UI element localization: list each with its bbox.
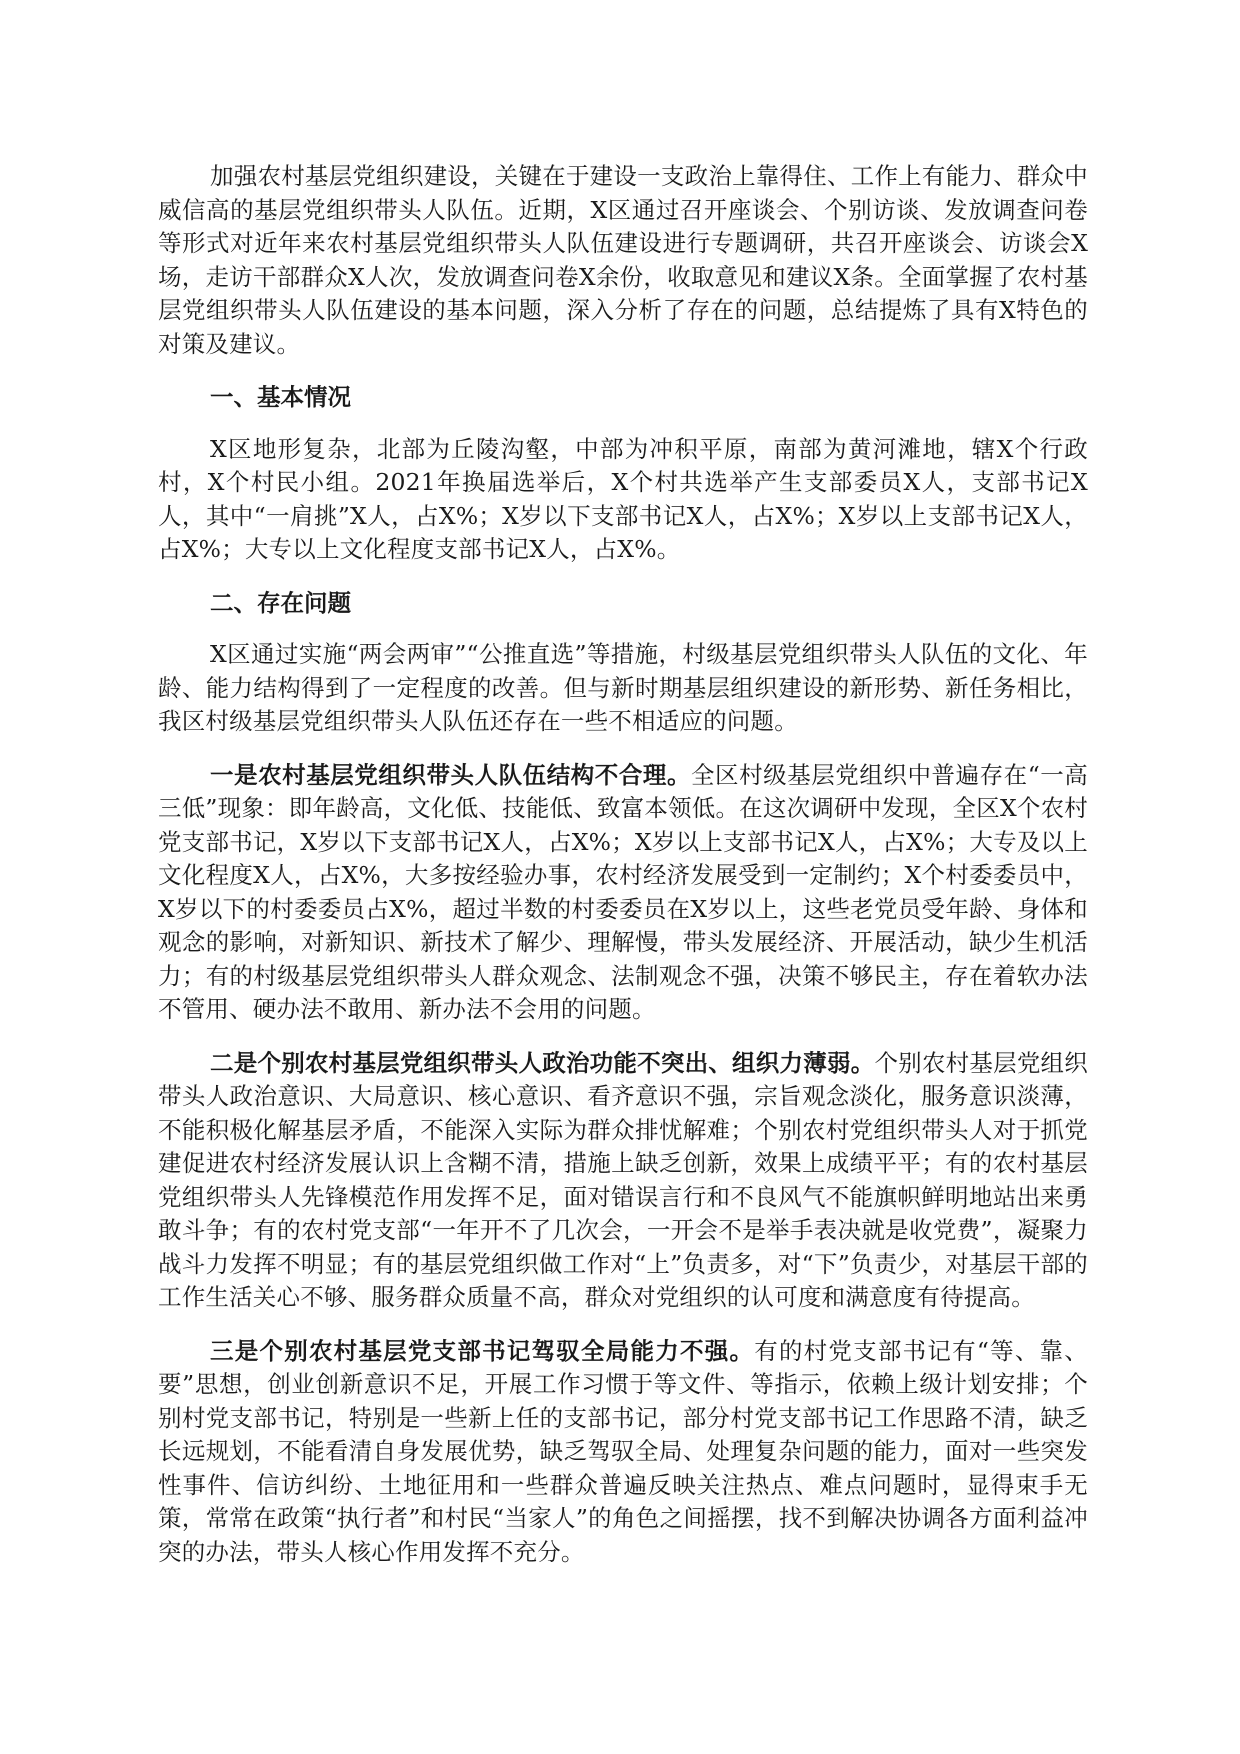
section1-heading: 一、基本情况 — [210, 383, 351, 411]
problem-item-1-lead: 一是农村基层党组织带头人队伍结构不合理。 — [210, 760, 691, 789]
document-page — [158, 160, 1088, 1569]
section1-paragraph: X区地形复杂，北部为丘陵沟壑，中部为冲积平原，南部为黄河滩地，辖X个行政村，X个村民小组。2021年换届选举后，X个村共选举产生支部委员X人，支部书记X人，其中“一肩挑”X人，占X%；X岁以下支部书记X人，占X%；X岁以上支部书记X人，占X%；大专以上文化程度支部书记X人，占X%。 — [158, 434, 1088, 563]
problem-item-2-lead: 二是个别农村基层党组织带头人政治功能不突出、组织力薄弱。 — [210, 1048, 875, 1077]
problem-item-1-text: 全区村级基层党组织中普遍存在“一高三低”现象：即年龄高，文化低、技能低、致富本领低。在这次调研中发现，全区X个农村党支部书记，X岁以下支部书记X人，占X%；X岁以上支部书记X人，占X%；大专及以上文化程度X人，占X%，大多按经验办事，农村经济发展受到一定制约；X个村委委员中，X岁以下的村委委员占X%，超过半数的村委委员在X岁以上，这些老党员受年龄、身体和观念的影响，对新知识、新技术了解少、理解慢，带头发展经济、开展活动，缺少生机活力；有的村级基层党组织带头人群众观念、法制观念不强，决策不够民主，存在着软办法不管用、硬办法不敢用、新办法不会用的问题。 — [158, 760, 1089, 1023]
problem-item-2 — [158, 1047, 1088, 1315]
section2-paragraph: X区通过实施“两会两审”“公推直选”等措施，村级基层党组织带头人队伍的文化、年龄、能力结构得到了一定程度的改善。但与新时期基层组织建设的新形势、新任务相比，我区村级基层党组织带头人队伍还存在一些不相适应的问题。 — [158, 640, 1088, 735]
problem-item-3-lead: 三是个别农村基层党支部书记驾驭全局能力不强。 — [210, 1336, 755, 1365]
problem-item-1 — [158, 759, 1088, 1027]
intro-paragraph: 加强农村基层党组织建设，关键在于建设一支政治上靠得住、工作上有能力、群众中威信高的基层党组织带头人队伍。近期，X区通过召开座谈会、个别访谈、发放调查问卷等形式对近年来农村基层党组织带头人队伍建设进行专题调研，共召开座谈会、访谈会X场，走访干部群众X人次，发放调查问卷X余份，收取意见和建议X条。全面掌握了农村基层党组织带头人队伍建设的基本问题，深入分析了存在的问题，总结提炼了具有X特色的对策及建议。 — [158, 162, 1088, 358]
problem-item-3-text: 有的村党支部书记有“等、靠、要”思想，创业创新意识不足，开展工作习惯于等文件、等指示，依赖上级计划安排；个别村党支部书记，特别是一些新上任的支部书记，部分村党支部书记工作思路不清，缺乏长远规划，不能看清自身发展优势，缺乏驾驭全局、处理复杂问题的能力，面对一些突发性事件、信访纠纷、土地征用和一些群众普遍反映关注热点、难点问题时，显得束手无策，常常在政策“执行者”和村民“当家人”的角色之间摇摆，找不到解决协调各方面利益冲突的办法，带头人核心作用发挥不充分。 — [158, 1336, 1088, 1566]
section2-heading: 二、存在问题 — [210, 588, 351, 617]
problem-item-2-text: 个别农村基层党组织带头人政治意识、大局意识、核心意识、看齐意识不强，宗旨观念淡化，服务意识淡薄，不能积极化解基层矛盾，不能深入实际为群众排忧解难；个别农村党组织带头人对于抓党建促进农村经济发展认识上含糊不清，措施上缺乏创新，效果上成绩平平；有的农村基层党组织带头人先锋模范作用发挥不足，面对错误言行和不良风气不能旗帜鲜明地站出来勇敢斗争；有的农村党支部“一年开不了几次会，一开会不是举手表决就是收党费”，凝聚力战斗力发挥不明显；有的基层党组织做工作对“上”负责多，对“下”负责少，对基层干部的工作生活关心不够、服务群众质量不高，群众对党组织的认可度和满意度有待提高。 — [158, 1048, 1088, 1311]
problem-item-3 — [158, 1335, 1088, 1570]
